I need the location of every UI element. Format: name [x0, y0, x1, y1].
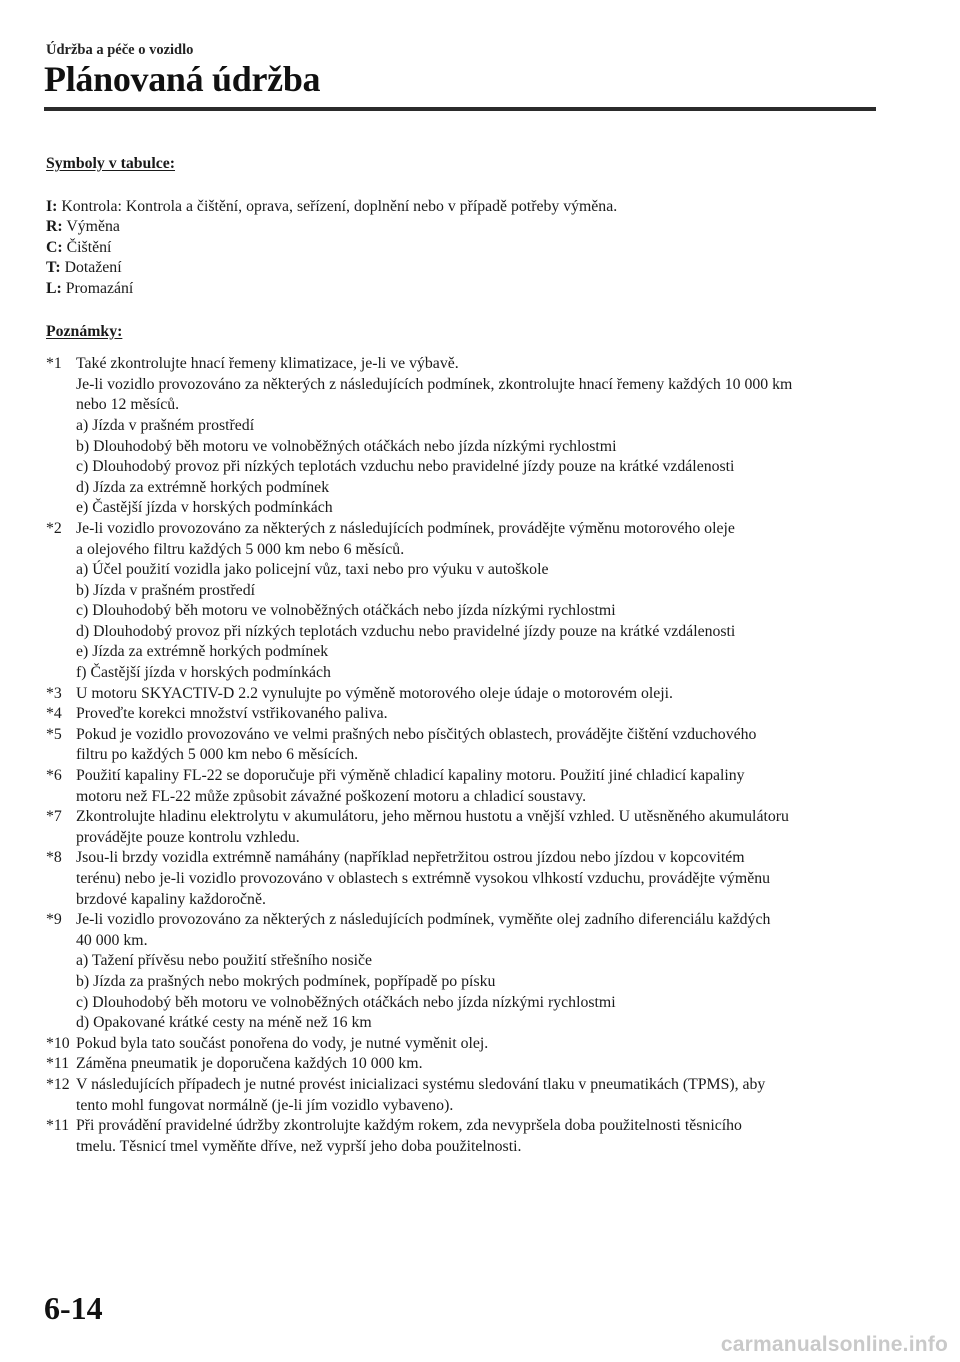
note-item: [46, 1116, 876, 1157]
note-line: U motoru SKYACTIV-D 2.2 vynulujte po výměně motorového oleje údaje o motorovém oleji.: [76, 684, 673, 702]
note-number: *4: [46, 705, 62, 723]
note-body: [76, 1054, 876, 1075]
note-number: *7: [46, 808, 62, 826]
note-number: *9: [46, 911, 62, 929]
title-divider: [44, 107, 876, 111]
note-number: *5: [46, 725, 62, 743]
symbol-description: Výměna: [66, 218, 120, 236]
note-line: c) Dlouhodobý provoz při nízkých teplotách vzduchu nebo pravidelné jízdy pouze na krátké vzdálenosti: [76, 458, 735, 476]
note-number: *2: [46, 519, 62, 537]
note-number: *12: [46, 1075, 70, 1093]
note-item: [46, 1034, 876, 1055]
symbol-description: Kontrola: Kontrola a čištění, oprava, seřízení, doplnění nebo v případě potřeby výměna.: [61, 197, 618, 215]
notes-list: [46, 354, 876, 1157]
note-line: c) Dlouhodobý běh motoru ve volnoběžných otáčkách nebo jízda nízkými rychlostmi: [76, 993, 616, 1011]
note-body: [76, 704, 876, 725]
page-number: 6-14: [44, 1290, 103, 1326]
note-body: [76, 1034, 876, 1055]
note-line: Zkontrolujte hladinu elektrolytu v akumulátoru, jeho měrnou hustotu a vnější vzhled. U utěsněného akumulátoru: [76, 808, 789, 826]
symbol-description: Promazání: [65, 279, 134, 297]
note-line: Záměna pneumatik je doporučena každých 10 000 km.: [76, 1055, 423, 1073]
note-line: tmelu. Těsnicí tmel vyměňte dříve, než vyprší jeho doba použitelnosti.: [76, 1137, 522, 1155]
note-line: Při provádění pravidelné údržby zkontrolujte každým rokem, zda nevypršela doba použitelnosti těsnicího: [76, 1117, 742, 1135]
symbol-description: Dotažení: [64, 259, 122, 277]
symbol-key: I:: [46, 197, 58, 215]
note-line: provádějte pouze kontrolu vzhledu.: [76, 828, 300, 846]
note-item: [46, 725, 876, 766]
note-line: Také zkontrolujte hnací řemeny klimatizace, je-li ve výbavě.: [76, 355, 459, 373]
note-item: [46, 354, 876, 519]
note-line: tento mohl fungovat normálně (je-li jím vozidlo vybaveno).: [76, 1096, 454, 1114]
notes-heading: Poznámky:: [46, 322, 123, 340]
note-line: Pokud byla tato součást ponořena do vody, je nutné vyměnit olej.: [76, 1034, 489, 1052]
note-line: filtru po každých 5 000 km nebo 6 měsících.: [76, 746, 359, 764]
note-line: a olejového filtru každých 5 000 km nebo 6 měsíců.: [76, 540, 405, 558]
note-line: c) Dlouhodobý běh motoru ve volnoběžných otáčkách nebo jízda nízkými rychlostmi: [76, 602, 616, 620]
note-line: motoru než FL-22 může způsobit závažné poškození motoru a chladicí soustavy.: [76, 787, 587, 805]
note-line: a) Jízda v prašném prostředí: [76, 416, 255, 434]
symbol-key: C:: [46, 238, 63, 256]
symbol-description: Čištění: [66, 238, 112, 256]
symbol-row: [46, 217, 876, 238]
symbol-row: [46, 238, 876, 259]
note-line: brzdové kapaliny každoročně.: [76, 890, 266, 908]
note-line: d) Opakované krátké cesty na méně než 16 km: [76, 1014, 372, 1032]
note-line: b) Jízda za prašných nebo mokrých podmínek, popřípadě po písku: [76, 972, 496, 990]
note-line: nebo 12 měsíců.: [76, 396, 180, 414]
note-item: [46, 910, 876, 1034]
note-line: 40 000 km.: [76, 931, 148, 949]
note-line: Použití kapaliny FL-22 se doporučuje při výměně chladicí kapaliny motoru. Použití jiné chladicí kapaliny: [76, 767, 745, 785]
note-number: *1: [46, 355, 62, 373]
note-body: [76, 684, 876, 705]
note-number: *6: [46, 767, 62, 785]
note-line: Je-li vozidlo provozováno za některých z následujících podmínek, vyměňte olej zadního diferenciálu každých: [76, 911, 771, 929]
note-body: [76, 1075, 876, 1116]
note-line: d) Jízda za extrémně horkých podmínek: [76, 478, 330, 496]
note-line: b) Jízda v prašném prostředí: [76, 581, 255, 599]
note-body: [76, 766, 876, 807]
symbols-heading: Symboly v tabulce:: [46, 155, 176, 172]
note-line: f) Častější jízda v horských podmínkách: [76, 664, 331, 682]
note-line: Je-li vozidlo provozováno za některých z následujících podmínek, provádějte výměnu motorového oleje: [76, 519, 735, 537]
note-body: [76, 848, 876, 910]
note-line: e) Jízda za extrémně horkých podmínek: [76, 643, 329, 661]
note-line: a) Účel použití vozidla jako policejní vůz, taxi nebo pro výuku v autoškole: [76, 561, 549, 579]
note-body: [76, 354, 876, 519]
note-body: [76, 807, 876, 848]
note-item: [46, 1054, 876, 1075]
note-item: [46, 1075, 876, 1116]
note-number: *8: [46, 849, 62, 867]
note-item: [46, 684, 876, 705]
note-line: Jsou-li brzdy vozidla extrémně namáhány (například nepřetržitou ostrou jízdou nebo jízdou v kopcovitém: [76, 849, 745, 867]
note-item: [46, 807, 876, 848]
symbol-row: [46, 258, 876, 279]
note-item: [46, 519, 876, 684]
note-line: V následujících případech je nutné provést inicializaci systému sledování tlaku v pneumatikách (TPMS), aby: [76, 1075, 766, 1093]
symbol-row: [46, 279, 876, 300]
note-line: b) Dlouhodobý běh motoru ve volnoběžných otáčkách nebo jízda nízkými rychlostmi: [76, 437, 617, 455]
note-line: d) Dlouhodobý provoz při nízkých teplotách vzduchu nebo pravidelné jízdy pouze na krátké vzdálenosti: [76, 622, 736, 640]
note-number: *11: [46, 1117, 70, 1135]
note-number: *3: [46, 684, 62, 702]
section-label: Údržba a péče o vozidlo: [46, 42, 194, 58]
page-content: [46, 154, 876, 1157]
symbol-key: T:: [46, 259, 61, 277]
note-line: Je-li vozidlo provozováno za některých z následujících podmínek, zkontrolujte hnací řemeny každých 10 000 km: [76, 375, 793, 393]
note-item: [46, 704, 876, 725]
note-body: [76, 910, 876, 1034]
page-title: Plánovaná údržba: [44, 59, 321, 99]
note-number: *10: [46, 1034, 70, 1052]
symbol-key: L:: [46, 279, 62, 297]
note-line: Pokud je vozidlo provozováno ve velmi prašných nebo písčitých oblastech, provádějte čištění vzduchového: [76, 725, 757, 743]
watermark: carmanualsonline.info: [720, 1333, 948, 1356]
symbol-row: [46, 197, 876, 218]
note-number: *11: [46, 1055, 70, 1073]
note-body: [76, 519, 876, 684]
symbol-key: R:: [46, 218, 63, 236]
note-body: [76, 725, 876, 766]
note-item: [46, 848, 876, 910]
note-body: [76, 1116, 876, 1157]
note-line: e) Častější jízda v horských podmínkách: [76, 499, 333, 517]
note-line: a) Tažení přívěsu nebo použití střešního nosiče: [76, 952, 373, 970]
note-line: Proveďte korekci množství vstřikovaného paliva.: [76, 705, 388, 723]
symbols-list: [46, 197, 876, 300]
note-line: terénu) nebo je-li vozidlo provozováno v oblastech s extrémně vysokou vlhkostí vzduchu, provádějte výměnu: [76, 870, 771, 887]
note-item: [46, 766, 876, 807]
